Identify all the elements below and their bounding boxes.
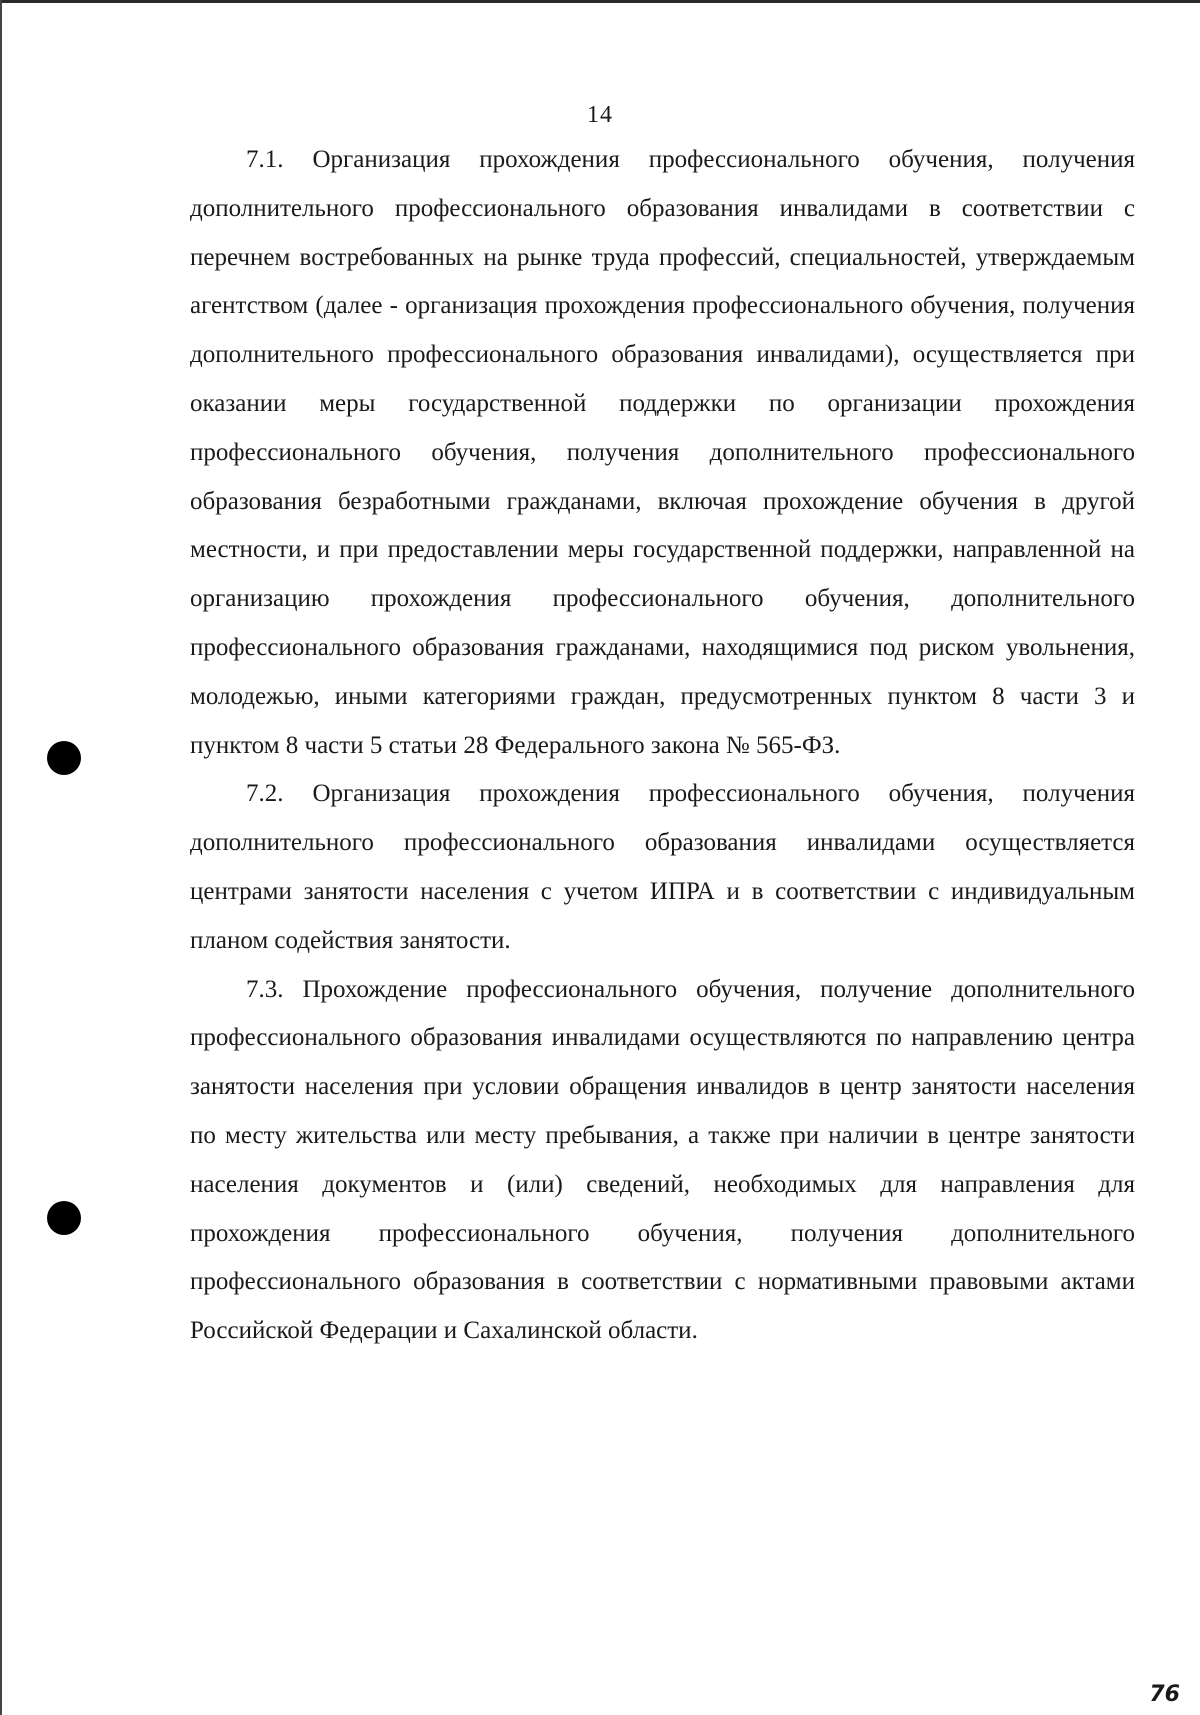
page-number: 14 (587, 102, 613, 128)
scan-left-edge (0, 0, 2, 1715)
handwritten-sheet-number: 76 (1149, 1682, 1180, 1707)
document-body (190, 136, 1135, 1356)
paragraph-7-1: 7.1. Организация прохождения профессионального обучения, получения дополнительного профессионального образования инвалидами в соответствии с перечнем востребованных на рынке труда профессий, специальностей, утверждаемым агентством (далее - организация прохождения профессионального обучения, получения дополнительного профессионального образования инвалидами), осуществляется при оказании меры государственной поддержки по организации прохождения профессионального обучения, получения дополнительного профессионального образования безработными гражданами, включая прохождение обучения в другой местности, и при предоставлении меры государственной поддержки, направленной на организацию прохождения профессионального обучения, дополнительного профессионального образования гражданами, находящимися под риском увольнения, молодежью, иными категориями граждан, предусмотренных пунктом 8 части 3 и пунктом 8 части 5 статьи 28 Федерального закона № 565-ФЗ. (190, 146, 1135, 759)
punch-hole (47, 741, 81, 775)
paragraph-7-2: 7.2. Организация прохождения профессионального обучения, получения дополнительного профессионального образования инвалидами осуществляется центрами занятости населения с учетом ИПРА и в соответствии с индивидуальным планом содействия занятости. (190, 780, 1135, 954)
punch-hole (47, 1201, 81, 1235)
scan-top-edge (0, 0, 1200, 3)
paragraph-7-3: 7.3. Прохождение профессионального обучения, получение дополнительного профессионального образования инвалидами осуществляются по направлению центра занятости населения при условии обращения инвалидов в центр занятости населения по месту жительства или месту пребывания, а также при наличии в центре занятости населения документов и (или) сведений, необходимых для направления для прохождения профессионального обучения, получения дополнительного профессионального образования в соответствии с нормативными правовыми актами Российской Федерации и Сахалинской области. (190, 975, 1135, 1345)
